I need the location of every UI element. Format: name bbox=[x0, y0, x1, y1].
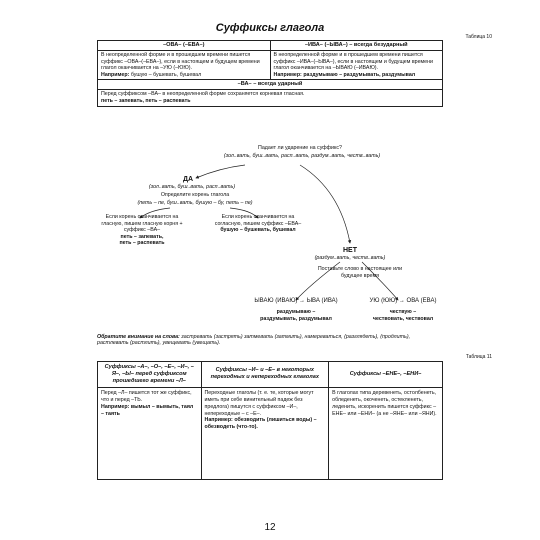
right-rule-text: Если корень оканчивается на согласную, пишем суффикс –ЕВА– bbox=[214, 214, 302, 227]
table-11-label: Таблица 11 bbox=[465, 354, 492, 360]
table-11-cell-3 bbox=[329, 387, 443, 479]
root-examples: (петь – пе, буш..вать, бушую – бу, петь – пе) bbox=[137, 200, 253, 206]
iva-example: раздумываю – раздумывать, раздумывал bbox=[303, 71, 416, 78]
ova-example-label: Например: bbox=[101, 71, 130, 78]
right-rule-example: бушую – бушевать, бушевал bbox=[220, 227, 296, 234]
ova-example: бушую – бушевать, бушевал bbox=[130, 71, 202, 78]
cell-1-text: Перед –Л– пишется тот же суффикс, что и перед –ТЬ. bbox=[101, 389, 192, 403]
cell-1-example-label: Например: bbox=[101, 403, 130, 410]
page-number: 12 bbox=[264, 522, 276, 533]
ova-header: –ОВА– (–ЕВА–) bbox=[98, 41, 270, 51]
table-11-header-2: Суффиксы –И– и –Е– в некоторых переходных и непереходных глаголах bbox=[201, 362, 329, 388]
table-11-header-3: Суффиксы –ЕНЕ–, –ЕНИ– bbox=[329, 362, 443, 388]
result-left-example-2: раздумывать, раздумывал bbox=[260, 316, 332, 322]
note-text: застревать (застрять) затмевать (затмить), намереваться, (разглядеть), (продлить), растлевать (растлить), увещевать (увещать). bbox=[97, 334, 411, 347]
yes-label: ДА bbox=[182, 176, 194, 183]
left-rule bbox=[100, 214, 184, 247]
table-11-cell-2 bbox=[201, 387, 329, 479]
cell-2-example-label: Например: bbox=[204, 417, 233, 424]
result-left: ЫВАЮ (ИВАЮ) → ЫВА (ИВА) bbox=[254, 298, 338, 304]
note-label: Обратите внимание на слова: bbox=[97, 334, 180, 340]
table-10-label: Таблица 10 bbox=[465, 34, 492, 40]
va-example: петь – запевать, петь – распевать bbox=[101, 98, 191, 105]
va-header: –ВА– – всегда ударный bbox=[98, 80, 442, 90]
yes-examples: (зол..вать, буш..вать, расп..вать) bbox=[148, 184, 236, 190]
put-instruction: Поставьте слово в настоящее или будущее время bbox=[317, 266, 403, 279]
table-11 bbox=[97, 361, 443, 480]
ova-text: В неопределенной форме и в прошедшем времени пишется суффикс –ОВА–(–ЕВА–), если в настоящем и будущем времени глагол оканчивается на –УЮ (–ЮЮ). bbox=[101, 51, 260, 72]
cell-2-example: обезводить (лишиться воды) – обезводеть (что-то). bbox=[204, 417, 317, 431]
result-right-example-1: чествую – bbox=[389, 309, 417, 315]
iva-header: –ИВА– (–ЫВА–) – всегда безударный bbox=[271, 41, 443, 51]
no-label: НЕТ bbox=[343, 247, 357, 254]
left-rule-example-2: петь – распевать bbox=[119, 240, 165, 247]
va-text: Перед суффиксом –ВА– в неопределенной форме сохраняется корневая гласная. bbox=[101, 91, 305, 98]
diagram-question: Падает ли ударение на суффикс? bbox=[258, 145, 342, 151]
table-11-header-1: Суффиксы –А–, –О–, –Е–, –И–, –Я–, –Ы– перед суффиксом прошедшего времени –Л– bbox=[98, 362, 202, 388]
cell-1-example: вымыл – вымыть, таял – таять bbox=[101, 403, 194, 417]
table-11-cell-1 bbox=[98, 387, 202, 479]
left-rule-example-1: петь – запевать, bbox=[120, 233, 164, 240]
page-title: Суффиксы глагола bbox=[215, 22, 325, 34]
result-right: УЮ (ЮЮ) → ОВА (ЕВА) bbox=[369, 298, 437, 304]
right-rule bbox=[210, 214, 306, 234]
left-rule-text: Если корень оканчивается на гласную, пишем гласную корня + суффикс –ВА– bbox=[101, 214, 183, 234]
root-question: Определите корень глагола bbox=[160, 192, 230, 198]
iva-example-label: Например: bbox=[273, 71, 302, 78]
no-examples: (раздум..вать, честв..вать) bbox=[314, 255, 386, 261]
note bbox=[97, 334, 443, 347]
cell-3-text: В глаголах типа деревенеть, остолбенеть, обледенеть, окоченеть, остекленеть, леденить, искоренить пишется суффикс –ЕНЕ– или –ЕНИ– (а не –ЯНЕ– или –ЯНИ). bbox=[332, 389, 437, 417]
diagram-question-examples: (зол..вать, буш..вать, расп..вать, раздум..вать, честв..вать) bbox=[223, 153, 381, 159]
iva-text: В неопределенной форме и в прошедшем времени пишется суффикс –ИВА–(–ЫВА–), если в настоящем и будущем времени глагол оканчивается на –ЫВАЮ (–ИВАЮ). bbox=[273, 51, 433, 72]
result-left-example-1: раздумываю – bbox=[276, 309, 316, 315]
result-right-example-2: чествовать, чествовал bbox=[372, 316, 434, 322]
cell-2-text: Переходные глаголы (т. е. те, которые могут иметь при себе винительный падеж без предлога) пишутся с суффиксом –И–, непереходные – с –Е–. bbox=[204, 389, 314, 417]
